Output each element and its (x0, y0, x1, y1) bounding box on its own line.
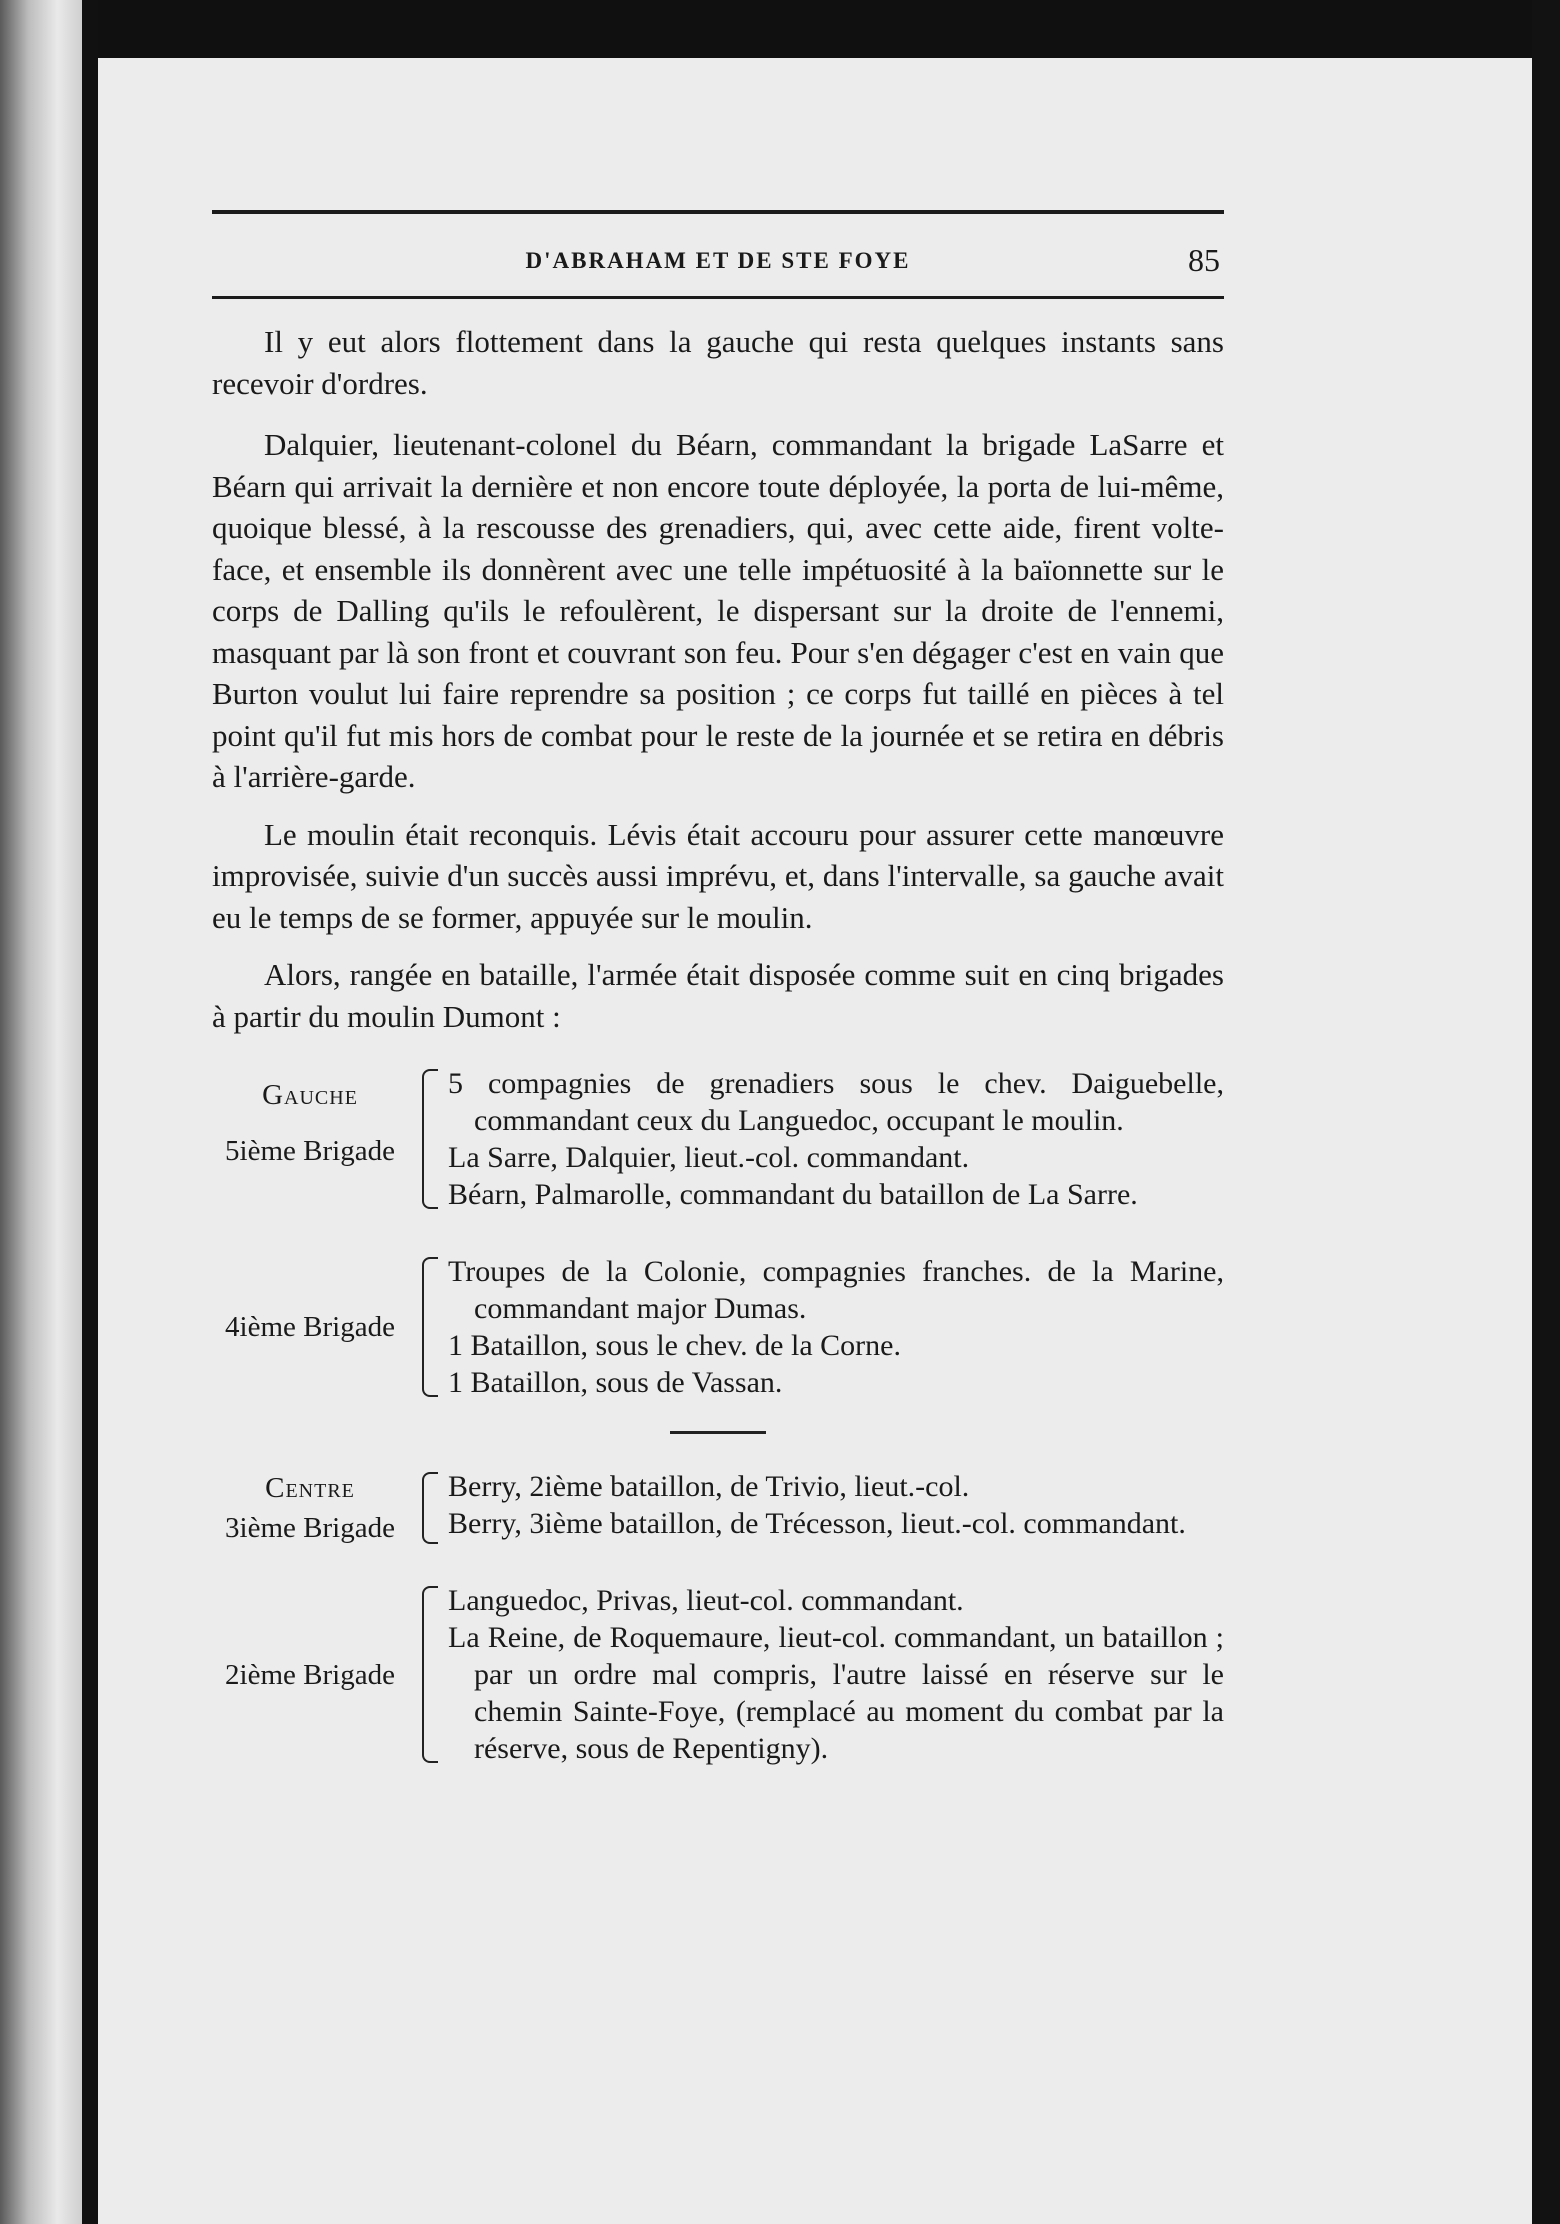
unit-list (448, 1468, 1224, 1548)
unit-item: 1 Bataillon, sous de Vassan. (448, 1366, 783, 1399)
wing-label: Gauche (262, 1079, 358, 1111)
unit-item: 5 compagnies de grenadiers sous le chev. Daiguebelle, commandant ceux du Languedoc, occupant le moulin. (448, 1067, 1224, 1137)
brace (422, 1257, 438, 1397)
brigade-label (212, 1253, 414, 1401)
scan-border-top (98, 0, 1532, 58)
unit-item: Berry, 3ième bataillon, de Trécesson, lieut.-col. commandant. (448, 1507, 1186, 1540)
unit-item: 1 Bataillon, sous le chev. de la Corne. (448, 1329, 901, 1362)
unit-item: Béarn, Palmarolle, commandant du bataillon de La Sarre. (448, 1178, 1138, 1211)
brigade-name: 2ième Brigade (225, 1658, 395, 1691)
section-separator (670, 1431, 766, 1434)
brigade-name: 5ième Brigade (225, 1135, 395, 1167)
brace (422, 1586, 438, 1763)
brigade-second (212, 1582, 1224, 1767)
unit-item: Troupes de la Colonie, compagnies franches. de la Marine, commandant major Dumas. (448, 1255, 1224, 1325)
paragraph: Le moulin était reconquis. Lévis était accouru pour assurer cette manœuvre improvisée, suivie d'un succès aussi imprévu, et, dans l'intervalle, sa gauche avait eu le temps de se former, appuyée sur le moulin. (212, 816, 1224, 935)
brigade-name: 4ième Brigade (225, 1311, 395, 1343)
running-head (212, 236, 1224, 296)
header-rule-top (212, 210, 1224, 214)
page-content (212, 210, 1224, 1767)
paragraph: Alors, rangée en bataille, l'armée était disposée comme suit en cinq brigades à partir du moulin Dumont : (212, 957, 1224, 1034)
unit-list (448, 1065, 1224, 1213)
scan-border-right (1532, 0, 1560, 2224)
running-title: D'ABRAHAM ET DE STE FOYE (525, 248, 911, 273)
paragraph: Il y eut alors flottement dans la gauche qui resta quelques instants sans recevoir d'ordres. (212, 324, 1224, 401)
wing-label: Centre (265, 1472, 355, 1504)
brace (422, 1069, 438, 1209)
brigade-label (212, 1065, 414, 1213)
unit-item: Berry, 2ième bataillon, de Trivio, lieut.-col. (448, 1470, 970, 1503)
paragraph: Dalquier, lieutenant-colonel du Béarn, commandant la brigade LaSarre et Béarn qui arrivait la dernière et non encore toute déployée, la porta de lui-même, quoique blessé, à la rescousse des grenadiers, qui, avec cette aide, firent volte-face, et ensemble ils donnèrent avec une telle impétuosité à la baïonnette sur le corps de Dalling qu'ils le refoulèrent, le dispersant sur la droite de l'ennemi, masquant par là son front et couvrant son feu. Pour s'en dégager c'est en vain que Burton voulut lui faire reprendre sa position ; ce corps fut taillé en pièces à tel point qu'il fut mis hors de combat pour le reste de la journée et se retira en débris à l'arrière-garde. (212, 427, 1224, 794)
brigade-centre (212, 1468, 1224, 1548)
unit-item: La Sarre, Dalquier, lieut.-col. commandant. (448, 1141, 970, 1174)
unit-item: La Reine, de Roquemaure, lieut-col. commandant, un bataillon ; par un ordre mal compris, l'autre laissé en réserve sur le chemin Sainte-Foye, (remplacé au moment du combat par la réserve, sous de Repentigny). (448, 1621, 1224, 1765)
facing-page-edge (0, 0, 82, 2224)
unit-list (448, 1253, 1224, 1401)
book-gutter (82, 0, 98, 2224)
brace (422, 1472, 438, 1544)
unit-list (448, 1582, 1224, 1767)
page-number: 85 (1188, 242, 1220, 278)
brigade-name: 3ième Brigade (225, 1512, 395, 1544)
unit-item: Languedoc, Privas, lieut-col. commandant. (448, 1584, 964, 1617)
brigade-fourth (212, 1253, 1224, 1401)
brigade-label (212, 1582, 414, 1767)
brigade-gauche (212, 1065, 1224, 1213)
header-rule-bottom (212, 296, 1224, 299)
brigade-label (212, 1468, 414, 1548)
